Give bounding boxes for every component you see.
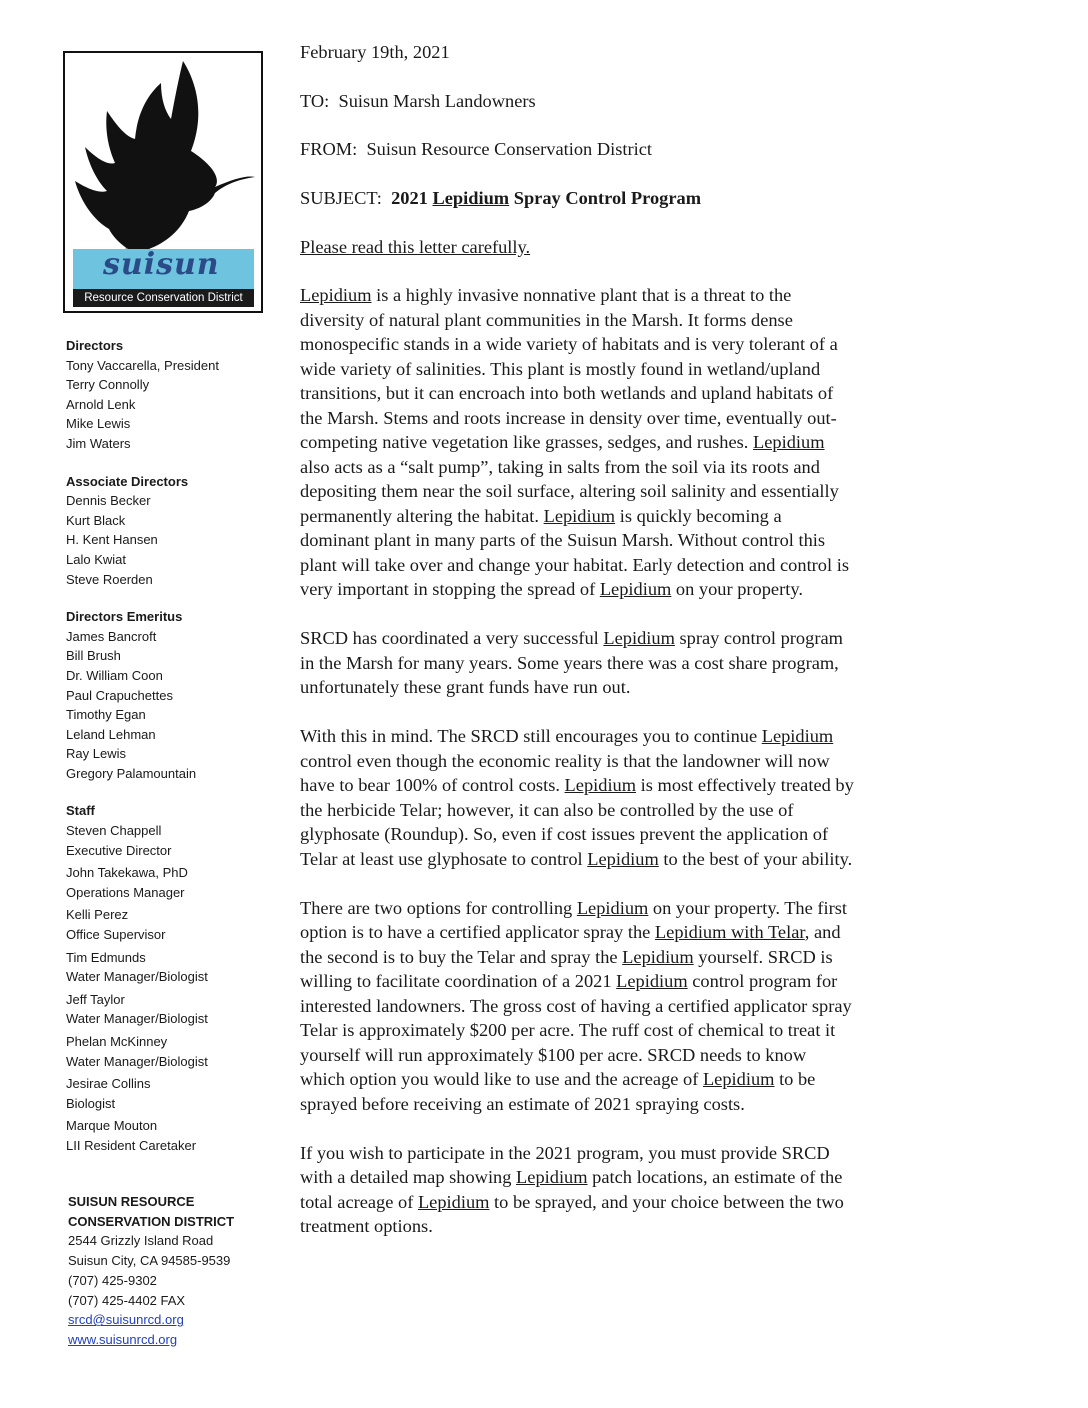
text-run: depositing them near the soil surface, altering soil salinity and essentially bbox=[300, 481, 839, 502]
staff-heading: Staff bbox=[66, 803, 95, 819]
member-name: H. Kent Hansen bbox=[66, 532, 158, 548]
member-name: Leland Lehman bbox=[66, 726, 156, 742]
underlined-term: Lepidium bbox=[622, 946, 694, 967]
text-run: to be sprayed, and your choice between the two bbox=[489, 1191, 844, 1212]
underlined-term: Lepidium bbox=[417, 1191, 490, 1212]
email-link[interactable]: srcd@suisunrcd.org bbox=[68, 1312, 184, 1328]
text-run: also acts as a “salt pump”, taking in salts from the soil via its roots and bbox=[300, 456, 820, 477]
text-run: is quickly becoming a bbox=[615, 505, 782, 526]
paragraph-line bbox=[300, 1018, 950, 1043]
paragraph-line bbox=[300, 1214, 950, 1239]
text-run: yourself. SRCD is bbox=[693, 946, 833, 967]
text-run: transitions, but it can encroach into both wetlands and upland habitats of bbox=[300, 383, 834, 404]
underlined-term: Lepidium bbox=[599, 579, 672, 600]
staff-name: Kelli Perez bbox=[66, 907, 129, 923]
from-label: FROM: bbox=[300, 139, 358, 160]
text-run: patch locations, an estimate of the bbox=[587, 1167, 843, 1188]
text-run: diversity of natural plant communities in the Marsh. It forms dense bbox=[300, 309, 793, 330]
srcd-logo bbox=[63, 51, 263, 313]
paragraph bbox=[300, 626, 950, 700]
org-name-line1: SUISUN RESOURCE bbox=[68, 1194, 195, 1209]
paragraph-line bbox=[300, 455, 950, 480]
read-carefully-notice: Please read this letter carefully. bbox=[300, 236, 531, 257]
underlined-term: Lepidium bbox=[516, 1167, 588, 1188]
paragraph-line bbox=[300, 822, 950, 847]
text-run: to the best of your ability. bbox=[658, 848, 853, 869]
staff-member bbox=[66, 1032, 281, 1071]
staff-title: Water Manager/Biologist bbox=[66, 969, 208, 985]
paragraph-line bbox=[300, 430, 950, 455]
text-run: glyphosate (Roundup). So, even if cost issues prevent the application of bbox=[300, 824, 829, 845]
member-name: Arnold Lenk bbox=[66, 396, 136, 412]
underlined-term: Lepidium bbox=[587, 848, 659, 869]
letter-paragraphs bbox=[300, 283, 950, 1239]
paragraph-line bbox=[300, 1043, 950, 1068]
member-name: Paul Crapuchettes bbox=[66, 687, 173, 703]
paragraph-line bbox=[300, 1092, 950, 1117]
staff-name: Tim Edmunds bbox=[66, 949, 146, 965]
staff-name: Jesirae Collins bbox=[66, 1076, 151, 1092]
group-heading: Directors bbox=[66, 338, 124, 353]
subject-prefix: 2021 bbox=[391, 188, 433, 209]
member-name: Lalo Kwiat bbox=[66, 551, 126, 567]
text-run: sprayed before receiving an estimate of 2021 spraying costs. bbox=[300, 1093, 745, 1114]
paragraph-line bbox=[300, 994, 950, 1019]
member-name: Ray Lewis bbox=[66, 746, 126, 762]
paragraph-line bbox=[300, 724, 950, 749]
paragraph-line bbox=[300, 945, 950, 970]
paragraph-line bbox=[300, 1067, 950, 1092]
paragraph-line bbox=[300, 896, 950, 921]
underlined-term: Lepidium bbox=[616, 971, 688, 992]
sidebar-group bbox=[66, 336, 281, 454]
paragraph-line bbox=[300, 283, 950, 308]
group-heading: Associate Directors bbox=[66, 473, 189, 489]
paragraph-line bbox=[300, 773, 950, 798]
text-run: dominant plant in many parts of the Suisun Marsh. Without control this bbox=[300, 530, 826, 551]
paragraph-line bbox=[300, 651, 950, 676]
paragraph-line bbox=[300, 381, 950, 406]
paragraph-line bbox=[300, 308, 950, 333]
text-run: If you wish to participate in the 2021 program, you must provide SRCD bbox=[300, 1142, 830, 1163]
from-line bbox=[300, 137, 950, 162]
text-run: total acreage of bbox=[300, 1191, 418, 1212]
org-name-line2: CONSERVATION DISTRICT bbox=[68, 1213, 235, 1229]
staff-member bbox=[66, 863, 281, 902]
to-recipient: Suisun Marsh Landowners bbox=[338, 90, 536, 111]
phone-number: (707) 425-9302 bbox=[68, 1272, 157, 1288]
paragraph-line bbox=[300, 847, 950, 872]
text-run: have to bear 100% of control costs. bbox=[300, 775, 565, 796]
text-run: the herbicide Telar; however, it can also be controlled by the use of bbox=[300, 799, 794, 820]
paragraph bbox=[300, 1141, 950, 1239]
text-run: the Marsh. Stems and roots increase in density over time, eventually out- bbox=[300, 407, 837, 428]
paragraph-line bbox=[300, 479, 950, 504]
staff-title: Operations Manager bbox=[66, 884, 185, 900]
paragraph-line bbox=[300, 675, 950, 700]
member-name: James Bancroft bbox=[66, 628, 157, 644]
staff-member bbox=[66, 990, 281, 1029]
subject-label: SUBJECT: bbox=[300, 188, 382, 209]
paragraph-line bbox=[300, 577, 950, 602]
letter-body bbox=[300, 40, 950, 1263]
member-name: Gregory Palamountain bbox=[66, 765, 197, 781]
text-run: option is to have a certified applicator spray the bbox=[300, 922, 655, 943]
member-name: Bill Brush bbox=[66, 648, 121, 664]
staff-member bbox=[66, 948, 281, 987]
to-line bbox=[300, 89, 950, 114]
text-run: With this in mind. The SRCD still encourages you to continue bbox=[300, 726, 762, 747]
text-run: which option you would like to use and the acreage of bbox=[300, 1069, 703, 1090]
paragraph-line bbox=[300, 920, 950, 945]
paragraph-line bbox=[300, 749, 950, 774]
paragraph-line bbox=[300, 626, 950, 651]
sidebar-group bbox=[66, 472, 281, 590]
member-name: Timothy Egan bbox=[66, 707, 146, 723]
member-name: Steve Roerden bbox=[66, 571, 153, 587]
text-run: in the Marsh for many years. Some years there was a cost share program, bbox=[300, 652, 839, 673]
underlined-term: Lepidium bbox=[576, 897, 649, 918]
text-run: , and bbox=[804, 922, 841, 943]
text-run: control even though the economic reality is that the landowner will now bbox=[300, 750, 830, 771]
text-run: Telar at least use glyphosate to control bbox=[300, 848, 588, 869]
text-run: treatment options. bbox=[300, 1216, 433, 1237]
text-run: wide variety of salinities. This plant is mostly found in wetland/upland bbox=[300, 358, 821, 379]
letterhead-sidebar bbox=[0, 0, 290, 1408]
text-run: control program for bbox=[687, 971, 838, 992]
member-name: Dennis Becker bbox=[66, 493, 151, 509]
staff-title: Office Supervisor bbox=[66, 927, 166, 943]
staff-member bbox=[66, 821, 281, 860]
staff-title: Biologist bbox=[66, 1095, 116, 1111]
website-link[interactable]: www.suisunrcd.org bbox=[68, 1331, 178, 1347]
text-run: Telar is approximately $200 per acre. The ruff cost of chemical to treat it bbox=[300, 1020, 836, 1041]
paragraph bbox=[300, 283, 950, 602]
staff-name: Phelan McKinney bbox=[66, 1034, 168, 1049]
subject-line bbox=[300, 186, 950, 211]
underlined-term: Lepidium bbox=[564, 775, 637, 796]
text-run: There are two options for controlling bbox=[300, 897, 577, 918]
paragraph-line bbox=[300, 969, 950, 994]
staff-title: Water Manager/Biologist bbox=[66, 1053, 208, 1069]
text-run: willing to facilitate coordination of a 2021 bbox=[300, 971, 617, 992]
staff-title: LII Resident Caretaker bbox=[66, 1137, 197, 1153]
underlined-term: Lepidium bbox=[603, 628, 675, 649]
logo-caption: Resource Conservation District bbox=[73, 289, 254, 307]
group-heading: Directors Emeritus bbox=[66, 609, 183, 625]
staff-name: John Takekawa, PhD bbox=[66, 865, 188, 881]
paragraph-line bbox=[300, 798, 950, 823]
text-run: unfortunately these grant funds have run out. bbox=[300, 677, 631, 698]
staff-name: Marque Mouton bbox=[66, 1118, 158, 1134]
text-run: on your property. bbox=[671, 579, 803, 600]
member-name: Dr. William Coon bbox=[66, 667, 163, 683]
underlined-term: Lepidium with Telar bbox=[654, 922, 805, 943]
letter-date: February 19th, 2021 bbox=[300, 42, 450, 62]
board-and-staff-list bbox=[66, 336, 281, 1159]
text-run: yourself will run approximately $100 per acre. SRCD needs to know bbox=[300, 1044, 807, 1065]
paragraph-line bbox=[300, 357, 950, 382]
paragraph-line bbox=[300, 528, 950, 553]
paragraph-line bbox=[300, 1141, 950, 1166]
underlined-term: Lepidium bbox=[543, 505, 616, 526]
text-run: competing native vegetation like grasses, sedges, and rushes. bbox=[300, 432, 754, 453]
text-run: on your property. The first bbox=[648, 897, 848, 918]
paragraph-line bbox=[300, 1190, 950, 1215]
paragraph-line bbox=[300, 504, 950, 529]
staff-title: Executive Director bbox=[66, 842, 172, 858]
text-run: spray control program bbox=[674, 628, 843, 649]
staff-name: Jeff Taylor bbox=[66, 991, 125, 1007]
text-run: is most effectively treated by bbox=[636, 775, 854, 796]
text-run: SRCD has coordinated a very successful bbox=[300, 628, 604, 649]
paragraph bbox=[300, 724, 950, 871]
subject-suffix: Spray Control Program bbox=[509, 188, 702, 209]
member-name: Jim Waters bbox=[66, 435, 131, 451]
member-name: Terry Connolly bbox=[66, 377, 150, 393]
text-run: the second is to buy the Telar and spray the bbox=[300, 946, 623, 967]
city-address: Suisun City, CA 94585-9539 bbox=[68, 1253, 231, 1269]
staff-name: Steven Chappell bbox=[66, 823, 162, 839]
paragraph bbox=[300, 896, 950, 1117]
sidebar-group bbox=[66, 607, 281, 783]
staff-title: Water Manager/Biologist bbox=[66, 1011, 208, 1027]
paragraph-line bbox=[300, 1165, 950, 1190]
logo-wordmark: suisun bbox=[103, 247, 220, 282]
fax-number: (707) 425-4402 FAX bbox=[68, 1292, 186, 1308]
address-block bbox=[68, 1192, 283, 1350]
text-run: is a highly invasive nonnative plant that is a threat to the bbox=[371, 285, 792, 306]
text-run: very important in stopping the spread of bbox=[300, 579, 600, 600]
underlined-term: Lepidium bbox=[300, 285, 372, 306]
underlined-term: Lepidium bbox=[761, 726, 834, 747]
text-run: interested landowners. The gross cost of having a certified applicator spray bbox=[300, 995, 852, 1016]
member-name: Kurt Black bbox=[66, 512, 126, 528]
text-run: with a detailed map showing bbox=[300, 1167, 517, 1188]
to-label: TO: bbox=[300, 90, 330, 111]
text-run: to be bbox=[774, 1069, 816, 1090]
staff-member bbox=[66, 1074, 281, 1113]
staff-member bbox=[66, 905, 281, 944]
text-run: monospecific stands in a wide variety of habitats and is very tolerant of a bbox=[300, 334, 838, 355]
paragraph-line bbox=[300, 332, 950, 357]
staff-group bbox=[66, 801, 281, 1155]
text-run: permanently altering the habitat. bbox=[300, 505, 544, 526]
street-address: 2544 Grizzly Island Road bbox=[68, 1233, 214, 1249]
subject-term: Lepidium bbox=[432, 188, 510, 209]
from-sender: Suisun Resource Conservation District bbox=[366, 139, 652, 160]
underlined-term: Lepidium bbox=[753, 432, 825, 453]
underlined-term: Lepidium bbox=[702, 1069, 775, 1090]
member-name: Mike Lewis bbox=[66, 416, 131, 432]
member-name: Tony Vaccarella, President bbox=[66, 357, 219, 373]
paragraph-line bbox=[300, 406, 950, 431]
staff-member bbox=[66, 1116, 281, 1155]
text-run: plant will take over and change your habitat. Early detection and control is bbox=[300, 554, 849, 575]
paragraph-line bbox=[300, 553, 950, 578]
